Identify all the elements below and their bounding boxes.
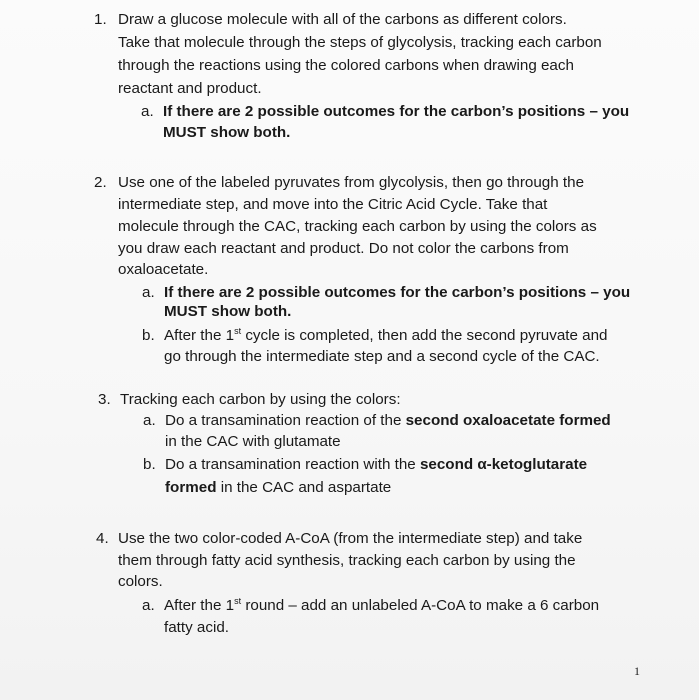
sub-item-letter: b. [143,456,156,473]
item-number: 3. [98,391,111,408]
sub-item-text-line: go through the intermediate step and a second cycle of the CAC. [164,348,600,365]
sub-item-letter: a. [143,412,156,429]
item-text-line: reactant and product. [118,80,262,97]
item-number: 2. [94,174,107,191]
sub-item-text-line: Do a transamination reaction with the second α-ketoglutarate [165,456,588,473]
sub-item-text-line: MUST show both. [164,303,292,320]
item-text-line: oxaloacetate. [118,261,209,278]
item-text-line: molecule through the CAC, tracking each carbon by using the colors as [118,218,597,235]
item-text-line: Use the two color-coded A-CoA (from the intermediate step) and take [118,530,583,547]
item-text-line: Take that molecule through the steps of glycolysis, tracking each carbon [118,34,602,51]
list-item-4 [96,529,656,639]
item-text-line: intermediate step, and move into the Citric Acid Cycle. Take that [118,196,548,213]
sub-item-text-line: After the 1st cycle is completed, then add the second pyruvate and [164,325,608,344]
sub-item-text-line: If there are 2 possible outcomes for the carbon’s positions – you [164,284,631,301]
item-text-line: Use one of the labeled pyruvates from glycolysis, then go through the [118,174,585,191]
sub-item-text-line: If there are 2 possible outcomes for the carbon’s positions – you [163,103,630,120]
sub-item-text-line: MUST show both. [163,124,291,141]
item-text-line: Draw a glucose molecule with all of the carbons as different colors. [118,11,567,28]
list-item-1 [94,10,654,140]
sub-item-letter: b. [142,327,155,344]
item-text-line: them through fatty acid synthesis, tracking each carbon by using the [118,552,576,569]
page-number: 1 [634,664,640,678]
item-text-line: through the reactions using the colored carbons when drawing each [118,57,574,74]
item-text-line: colors. [118,573,163,590]
sub-item-text-line: After the 1st round – add an unlabeled A-CoA to make a 6 carbon [164,595,600,614]
show-through-text [60,96,64,114]
sub-item-text-line: fatty acid. [164,619,229,636]
item-text-line: you draw each reactant and product. Do not color the carbons from [118,240,569,257]
item-number: 4. [96,530,109,547]
sub-item-letter: a. [141,103,154,120]
sub-item-text-line: Do a transamination reaction of the second oxaloacetate formed [165,412,611,429]
item-text-line: Tracking each carbon by using the colors: [120,391,401,408]
sub-item-letter: a. [142,597,155,614]
list-item-3 [98,390,658,500]
item-number: 1. [94,11,107,28]
list-item-2 [94,173,654,373]
sub-item-text-line: in the CAC with glutamate [165,433,341,450]
sub-item-letter: a. [142,284,155,301]
sub-item-text-line: formed in the CAC and aspartate [165,479,392,496]
